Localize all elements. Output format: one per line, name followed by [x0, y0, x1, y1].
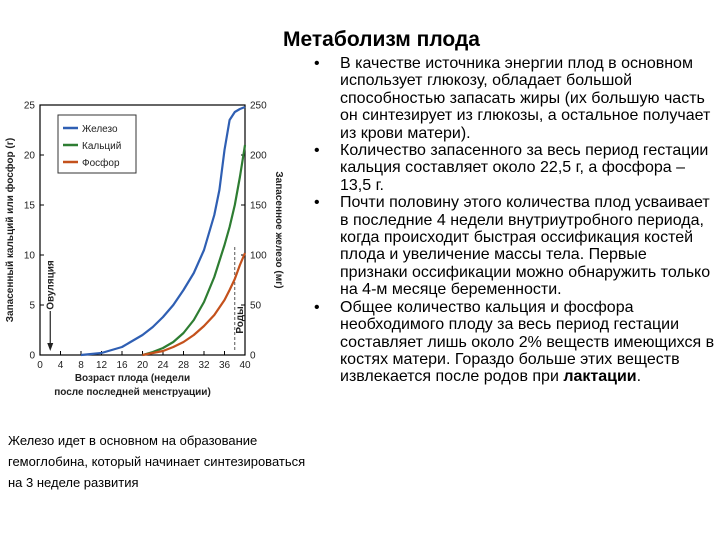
- legend-label: Кальций: [82, 141, 122, 152]
- bullet-end: .: [636, 368, 642, 386]
- legend-label: Фосфор: [82, 158, 120, 169]
- fetal-metabolism-chart: [0, 95, 315, 417]
- x-tick-label: 36: [218, 360, 231, 371]
- ovulation-label: Овуляция: [45, 260, 57, 310]
- bullet-item: [312, 194, 717, 298]
- y-right-tick-label: 250: [250, 100, 267, 112]
- legend-label: Железо: [82, 124, 118, 135]
- y-left-tick-label: 25: [23, 100, 35, 112]
- y-right-tick-label: 50: [250, 300, 262, 312]
- y-left-tick-label: 0: [29, 350, 35, 362]
- bullet-item: [312, 299, 717, 386]
- y-left-tick-label: 10: [23, 250, 35, 262]
- x-tick-label: 16: [116, 360, 128, 371]
- y-right-axis-title: Запасенное железо (мг): [273, 171, 284, 289]
- x-tick-label: 0: [37, 360, 43, 371]
- chart-caption: Железо идет в основном на образование гемоглобина, который начинает синтезироваться на 3 неделе развития: [8, 433, 306, 490]
- x-axis-title-line1: Возраст плода (недели: [74, 373, 191, 384]
- bullet-marker: •: [314, 142, 320, 160]
- x-tick-label: 32: [198, 360, 210, 371]
- y-left-tick-label: 20: [23, 150, 35, 162]
- bullet-item: [312, 142, 717, 194]
- slide-title: Метаболизм плода: [283, 28, 480, 51]
- bullet-marker: •: [314, 194, 320, 212]
- bullet-text: Почти половину этого количества плод усваивает в последние 4 недели внутриутробного периода, когда происходит быстрая оссификация костей плода и увеличение массы тела. Первые признаки оссификации можно обнаружить только на 4-м месяце беременности.: [340, 194, 711, 299]
- x-tick-label: 12: [95, 360, 108, 371]
- y-left-tick-label: 5: [29, 300, 35, 312]
- x-tick-label: 28: [177, 360, 190, 371]
- bullet-bold-word: лактации: [563, 368, 637, 386]
- y-left-tick-label: 15: [23, 200, 35, 212]
- bullet-list: [312, 55, 717, 386]
- bullet-text: Общее количество кальция и фосфора необходимого плоду за весь период гестации составляет лишь около 2% веществ имеющихся в костях матери. Гораздо больше этих веществ извлекается после родов при: [340, 298, 715, 386]
- y-right-tick-label: 100: [250, 250, 267, 262]
- bullet-item: [312, 55, 717, 142]
- y-right-tick-label: 0: [250, 350, 256, 362]
- x-tick-label: 8: [78, 360, 84, 371]
- y-right-tick-label: 200: [250, 150, 267, 162]
- y-right-tick-label: 150: [250, 200, 267, 212]
- x-tick-label: 20: [136, 360, 149, 371]
- birth-label: Роды: [234, 306, 246, 334]
- bullet-text: Количество запасенного за весь период гестации кальция составляет около 22,5 г, а фосфора – 13,5 г.: [340, 142, 709, 194]
- bullet-marker: •: [314, 298, 320, 316]
- y-left-axis-title: Запасенный кальций или фосфор (г): [5, 137, 16, 323]
- x-tick-label: 40: [239, 360, 251, 371]
- x-tick-label: 4: [57, 360, 64, 371]
- bullet-text: В качестве источника энергии плод в основном использует глюкозу, обладает большой способностью запасать жиры (их большую часть он синтезирует из глюкозы, а остальное получает из крови матери).: [340, 55, 711, 142]
- x-axis-title-line2: после последней менструации): [54, 387, 211, 398]
- bullet-marker: •: [314, 55, 320, 72]
- x-tick-label: 24: [157, 360, 169, 371]
